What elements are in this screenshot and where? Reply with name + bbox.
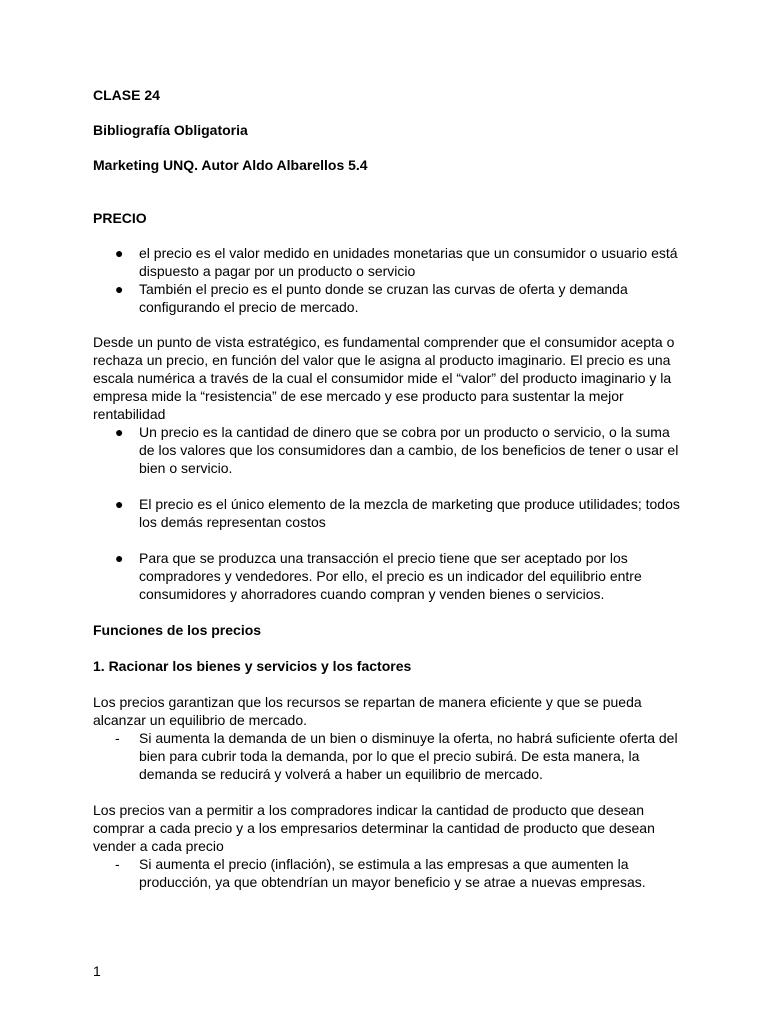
funciones-paragraph-2: Los precios van a permitir a los compradores indicar la cantidad de producto que desean comprar a cada precio y a los empresarios determinar la cantidad de producto que desean vender a cada precio [93, 802, 655, 854]
list-item [93, 855, 683, 891]
dash-icon: - [115, 730, 120, 746]
page-number: 1 [93, 963, 101, 979]
class-heading: CLASE 24 [93, 87, 160, 103]
list-item [93, 549, 683, 603]
list-item-text: el precio es el valor medido en unidades monetarias que un consumidor o usuario está dispuesto a pagar por un producto o servicio [139, 245, 678, 279]
list-item-text: Si aumenta el precio (inflación), se estimula a las empresas a que aumenten la producción, ya que obtendrían un mayor beneficio y se atrae a nuevas empresas. [139, 856, 646, 890]
bullet-icon: ● [115, 424, 124, 440]
subsection-title-racionar: 1. Racionar los bienes y servicios y los factores [93, 658, 412, 674]
list-item [93, 244, 683, 280]
precio-bullet-list-2 [93, 423, 683, 603]
bullet-icon: ● [115, 550, 124, 566]
list-item [93, 423, 683, 477]
dash-list-1 [93, 729, 683, 783]
list-item-text: Para que se produzca una transacción el precio tiene que ser aceptado por los compradores y vendedores. Por ello, el precio es un indicador del equilibrio entre consumidores y ahorradores cuando compran y venden bienes o servicios. [139, 550, 642, 602]
section-title-precio: PRECIO [93, 210, 147, 226]
document-body [93, 86, 683, 891]
list-item [93, 495, 683, 531]
author-heading: Marketing UNQ. Autor Aldo Albarellos 5.4 [93, 157, 368, 173]
list-item-text: También el precio es el punto donde se cruzan las curvas de oferta y demanda configurando el precio de mercado. [139, 281, 628, 315]
bullet-icon: ● [115, 245, 124, 261]
bullet-icon: ● [115, 281, 124, 297]
list-item [93, 729, 683, 783]
funciones-paragraph-1: Los precios garantizan que los recursos se repartan de manera eficiente y que se pueda alcanzar un equilibrio de mercado. [93, 694, 642, 728]
section-title-funciones: Funciones de los precios [93, 622, 262, 638]
list-item-text: Un precio es la cantidad de dinero que se cobra por un producto o servicio, o la suma de los valores que los consumidores dan a cambio, de los beneficios de tener o usar el bien o servicio. [139, 424, 679, 476]
precio-bullet-list-1 [93, 244, 683, 316]
strategic-paragraph: Desde un punto de vista estratégico, es fundamental comprender que el consumidor acepta o rechaza un precio, en función del valor que le asigna al producto imaginario. El precio es una escala numérica a través de la cual el consumidor mide el “valor” del producto imaginario y la empresa mide la “resistencia” de ese mercado y ese producto para sustentar la mejor rentabilidad [93, 334, 675, 422]
list-item [93, 280, 683, 316]
list-item-text: Si aumenta la demanda de un bien o disminuye la oferta, no habrá suficiente oferta del bien para cubrir toda la demanda, por lo que el precio subirá. De esta manera, la demanda se reducirá y volverá a haber un equilibrio de mercado. [139, 730, 678, 782]
dash-list-2 [93, 855, 683, 891]
dash-icon: - [115, 856, 120, 872]
bibliography-heading: Bibliografía Obligatoria [93, 122, 248, 138]
bullet-icon: ● [115, 496, 124, 512]
list-item-text: El precio es el único elemento de la mezcla de marketing que produce utilidades; todos los demás representan costos [139, 496, 680, 530]
